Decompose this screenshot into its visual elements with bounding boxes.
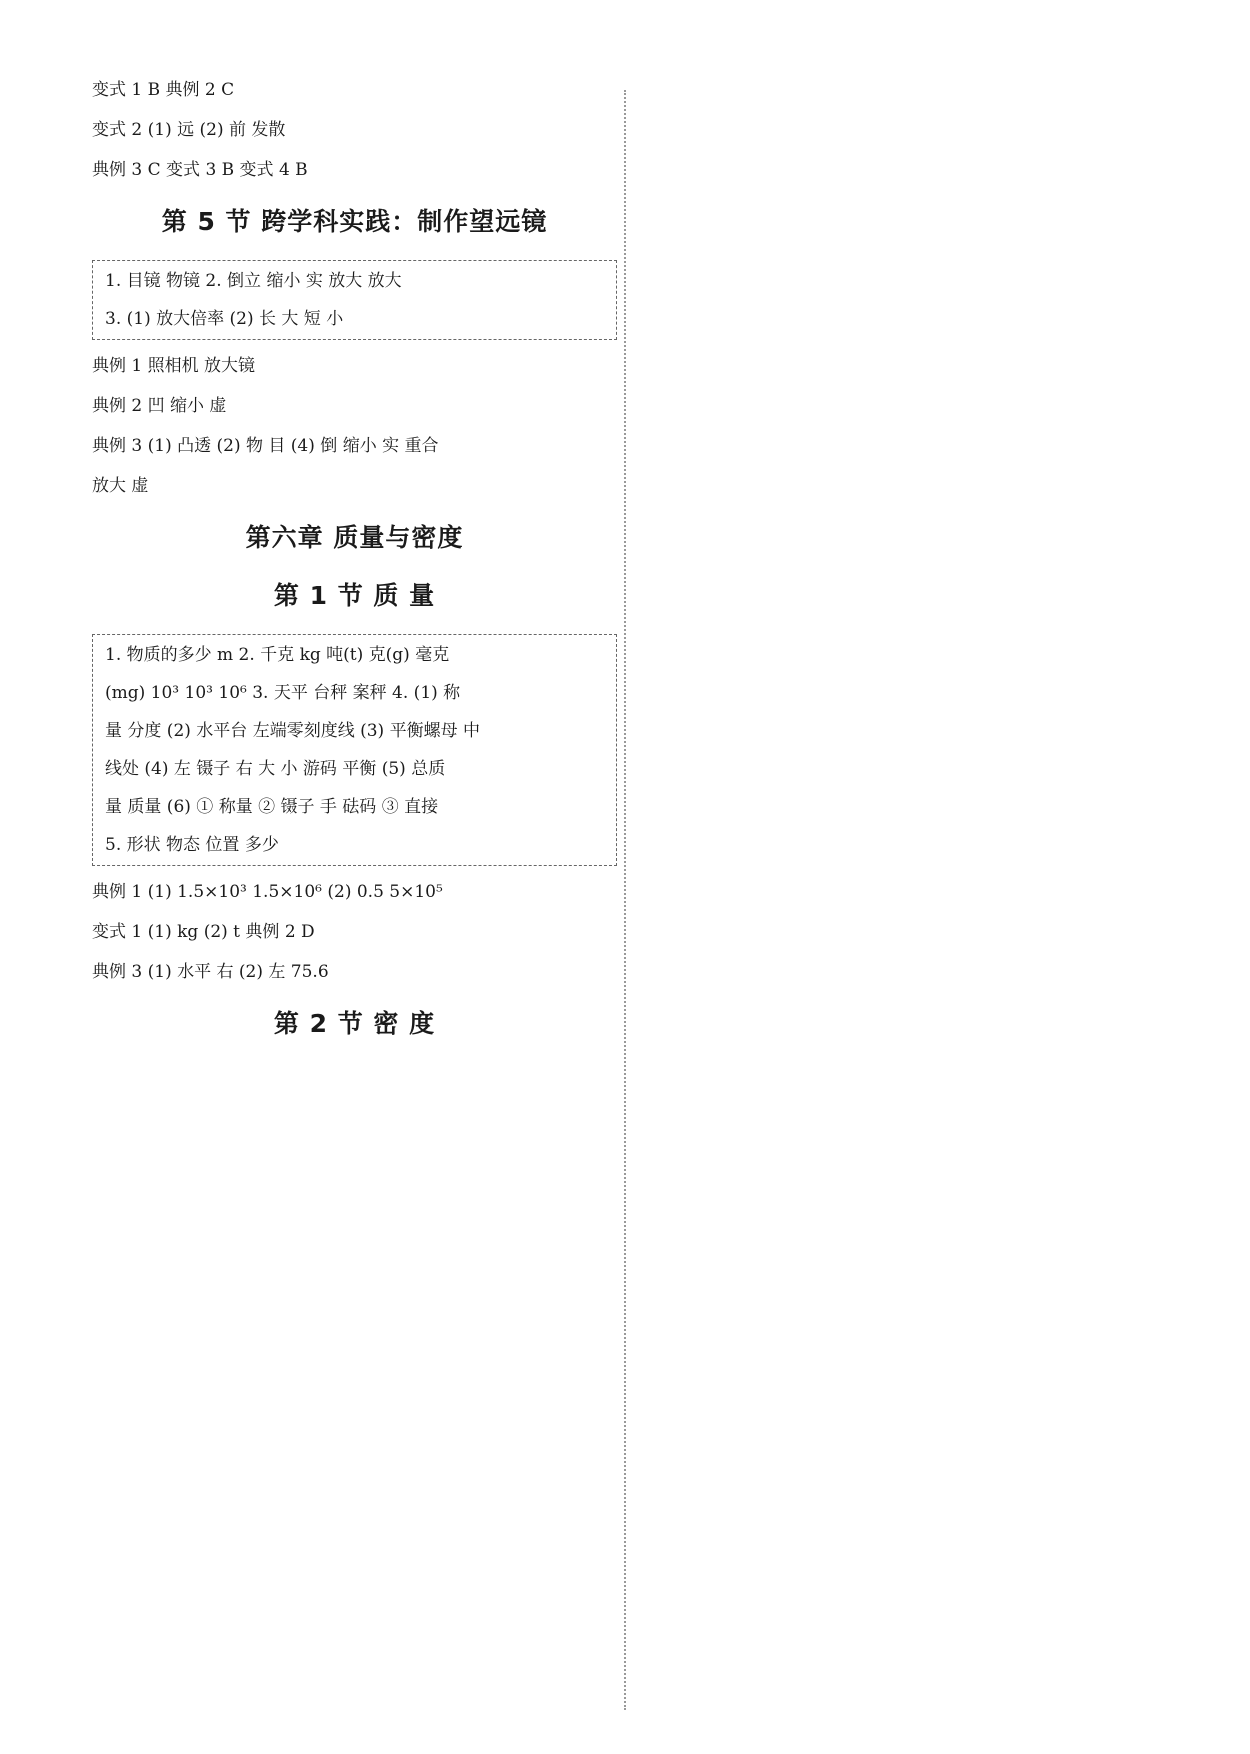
box-line: (mg) 10³ 10³ 10⁶ 3. 天平 台秤 案秤 4. (1) 称 [105, 683, 461, 703]
box-line: 线处 (4) 左 镊子 右 大 小 游码 平衡 (5) 总质 [105, 759, 446, 779]
answer-line: 放大 虚 [92, 476, 149, 496]
section-title: 第 5 节 跨学科实践：制作望远镜 [161, 207, 548, 236]
box-line: 1. 目镜 物镜 2. 倒立 缩小 实 放大 放大 [105, 271, 402, 291]
answer-line: 变式 2 (1) 远 (2) 前 发散 [92, 120, 286, 140]
chapter-title: 第六章 质量与密度 [245, 523, 464, 552]
box-line: 量 分度 (2) 水平台 左端零刻度线 (3) 平衡螺母 中 [105, 721, 480, 741]
answer-box [92, 260, 617, 340]
section-title: 第 1 节 质 量 [273, 581, 436, 610]
left-column [92, 80, 617, 1062]
box-line: 5. 形状 物态 位置 多少 [105, 835, 279, 855]
answer-line: 变式 1 (1) kg (2) t 典例 2 D [92, 922, 315, 942]
answer-box [92, 634, 617, 866]
answer-line: 典例 3 (1) 水平 右 (2) 左 75.6 [92, 962, 329, 982]
section-title: 第 2 节 密 度 [273, 1009, 436, 1038]
answer-line: 典例 3 C 变式 3 B 变式 4 B [92, 160, 308, 180]
column-divider [624, 90, 626, 1710]
answer-line: 典例 1 (1) 1.5×10³ 1.5×10⁶ (2) 0.5 5×10⁵ [92, 882, 443, 902]
box-line: 量 质量 (6) ① 称量 ② 镊子 手 砝码 ③ 直接 [105, 797, 439, 817]
box-line: 1. 物质的多少 m 2. 千克 kg 吨(t) 克(g) 毫克 [105, 645, 450, 665]
answer-line: 典例 3 (1) 凸透 (2) 物 目 (4) 倒 缩小 实 重合 [92, 436, 439, 456]
answer-line: 典例 1 照相机 放大镜 [92, 356, 256, 376]
answer-line: 变式 1 B 典例 2 C [92, 80, 235, 100]
box-line: 3. (1) 放大倍率 (2) 长 大 短 小 [105, 309, 344, 329]
answer-line: 典例 2 凹 缩小 虚 [92, 396, 227, 416]
